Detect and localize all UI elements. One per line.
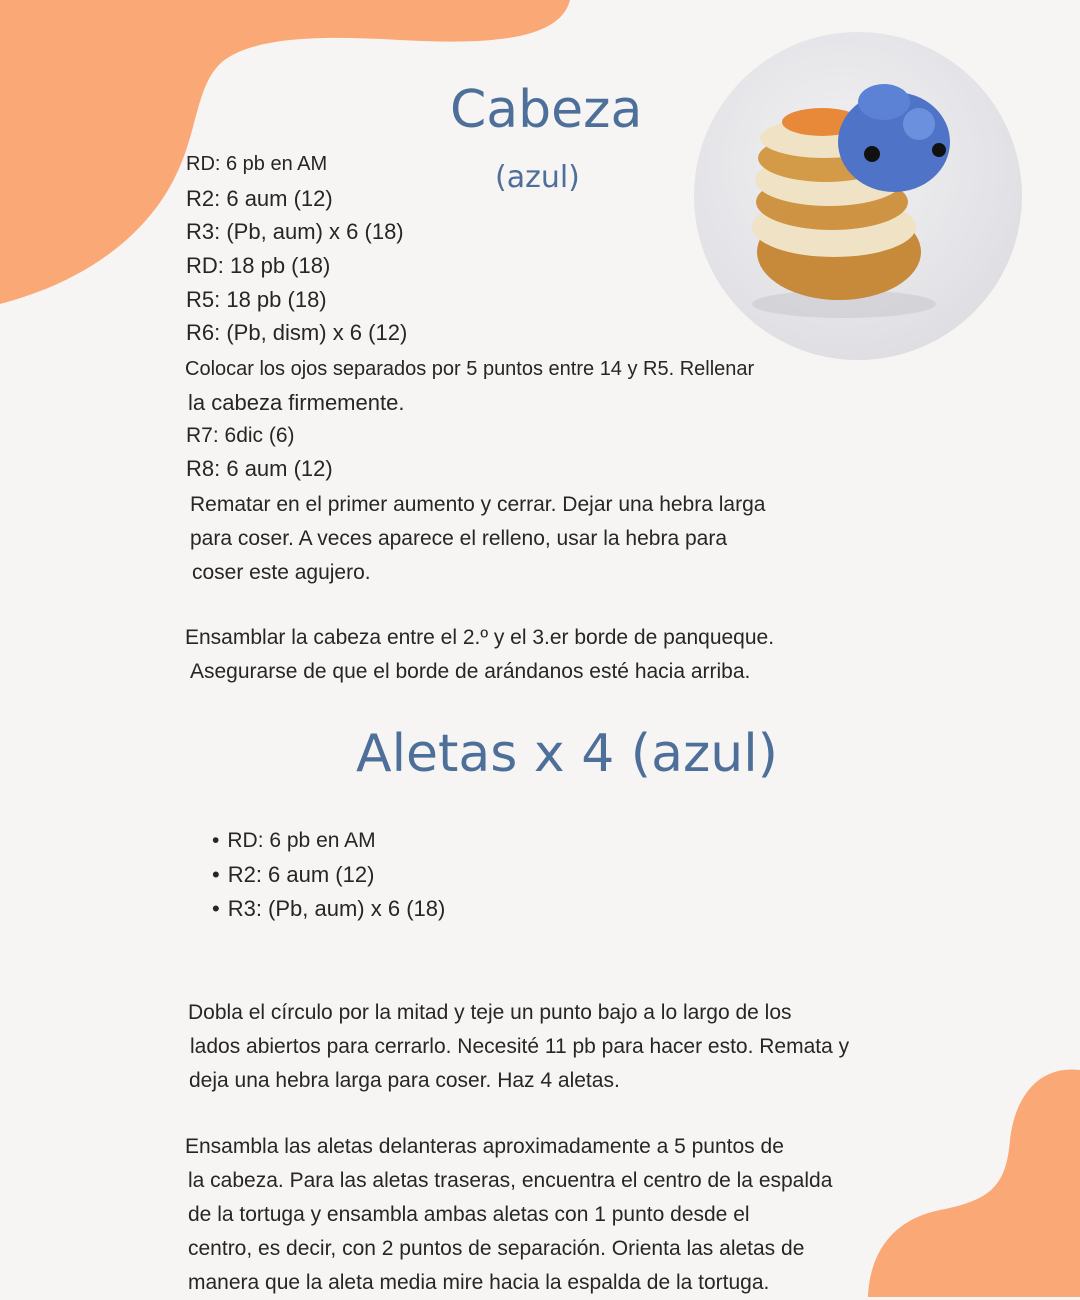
orange-blob-bottom-right	[840, 1060, 1080, 1297]
list-item: • R3: (Pb, aum) x 6 (18)	[212, 894, 445, 928]
list-item: • R2: 6 aum (12)	[212, 860, 445, 894]
pattern-row: RD: 6 pb en AM	[186, 153, 328, 175]
eyes-note: Colocar los ojos separados por 5 puntos entre 14 y R5. Rellenar la cabeza firmemente.	[185, 358, 755, 415]
section-title-cabeza: Cabeza	[450, 80, 643, 140]
fins-assembly-note: Ensambla las aletas delanteras aproximadamente a 5 puntos de la cabeza. Para las aletas traseras, encuentra el centro de la espalda de la tortuga y ensambla ambas aletas con 1 punto desde el centro, es decir, con 2 puntos de separación. Orienta las aletas de manera que la aleta media mire hacia la espalda de la tortuga.	[185, 1135, 833, 1294]
pattern-row: R6: (Pb, dism) x 6 (12)	[186, 320, 408, 345]
pattern-row: R3: (Pb, aum) x 6 (18)	[186, 219, 404, 244]
finish-note: Rematar en el primer aumento y cerrar. Dejar una hebra larga para coser. A veces aparece el relleno, usar la hebra para coser este agujero.	[190, 493, 766, 584]
crochet-turtle-photo	[694, 32, 1022, 360]
head-assembly-note: Ensamblar la cabeza entre el 2.º y el 3.er borde de panqueque. Asegurarse de que el borde de arándanos esté hacia arriba.	[185, 626, 775, 683]
pattern-row: R5: 18 pb (18)	[186, 287, 327, 312]
turtle-illustration	[694, 32, 1022, 360]
pattern-row: R2: 6 aum (12)	[186, 186, 333, 211]
fins-rows-list	[212, 826, 445, 928]
pattern-row: RD: 18 pb (18)	[186, 253, 331, 278]
fold-note: Dobla el círculo por la mitad y teje un punto bajo a lo largo de los lados abiertos para cerrarlo. Necesité 11 pb para hacer esto. Remata y deja una hebra larga para coser. Haz 4 aletas.	[188, 1001, 850, 1092]
pattern-row: R8: 6 aum (12)	[186, 456, 333, 481]
pattern-row: R7: 6dic (6)	[186, 424, 295, 447]
section-title-aletas: Aletas x 4 (azul)	[356, 724, 778, 784]
section-subtitle-cabeza: (azul)	[495, 160, 580, 195]
list-item: • RD: 6 pb en AM	[212, 826, 445, 860]
